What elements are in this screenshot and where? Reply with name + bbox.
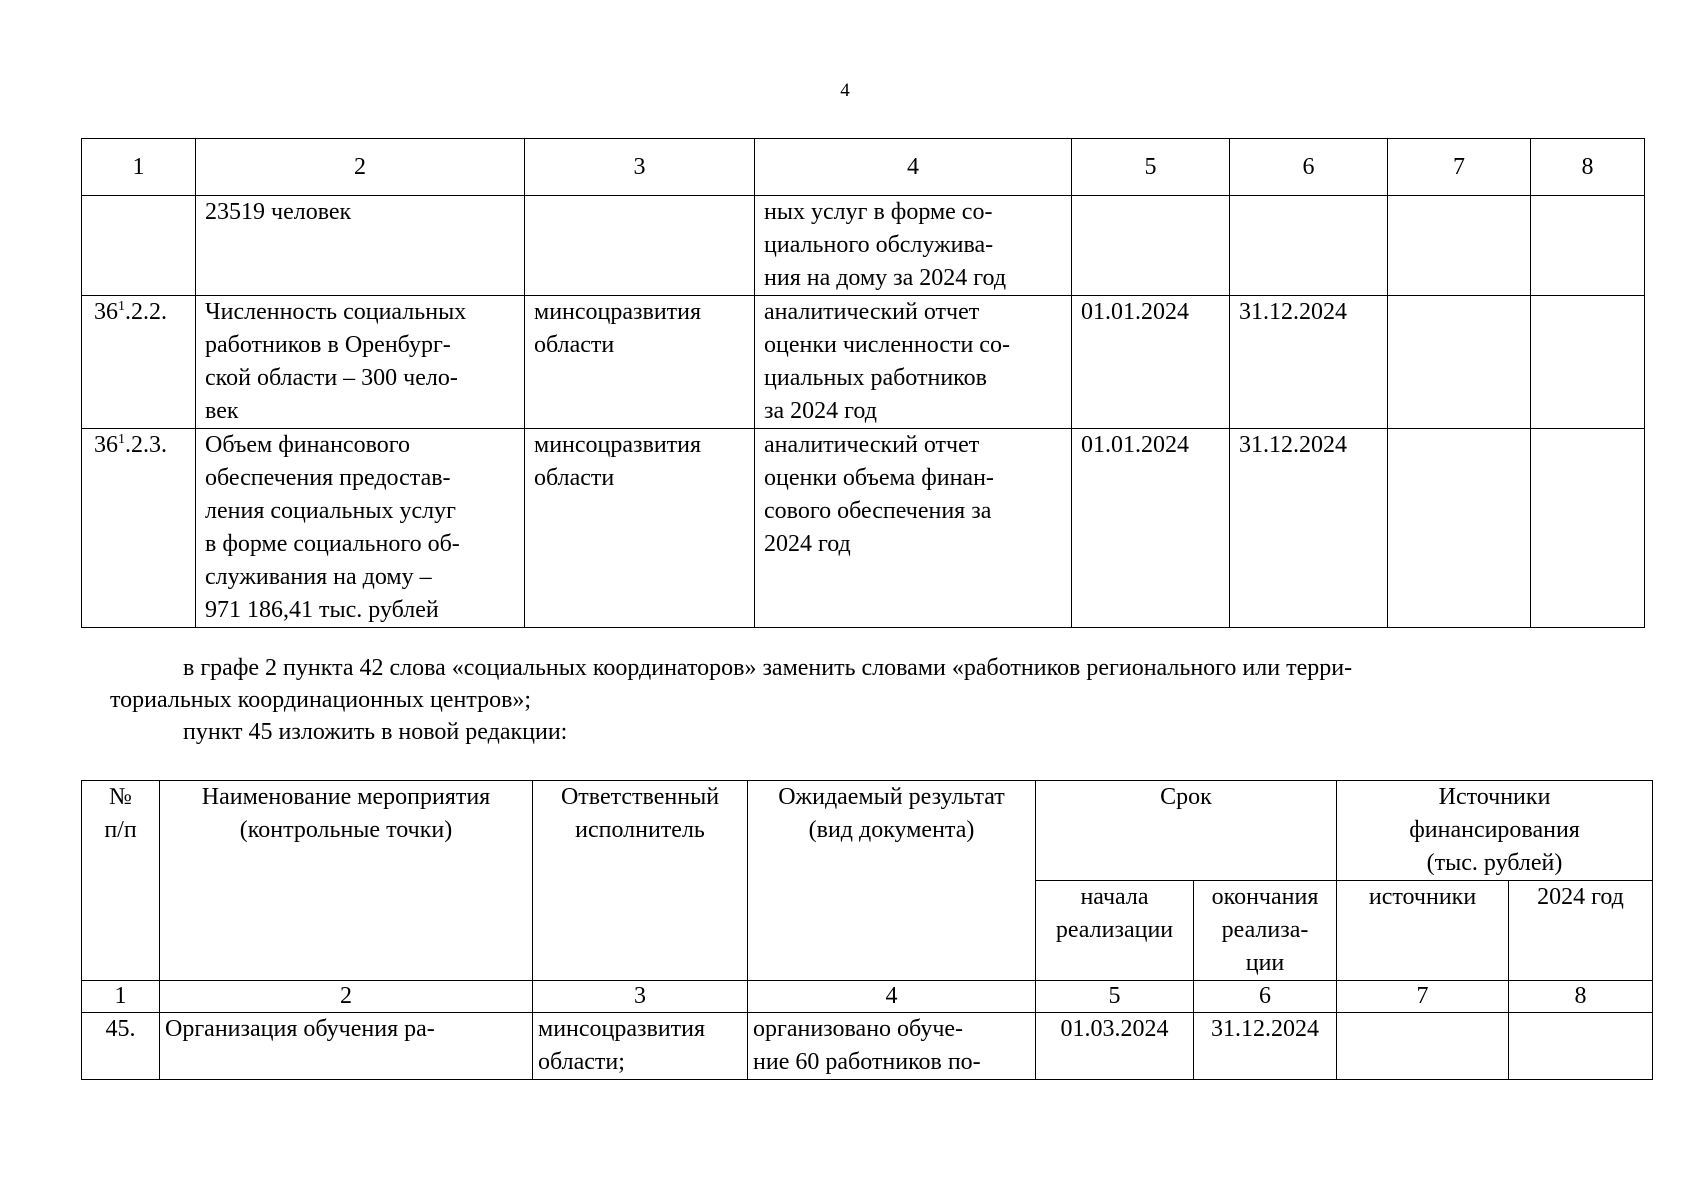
- item-col8: [1531, 429, 1645, 628]
- item-result: организовано обуче- ние 60 работников по-: [748, 1013, 1036, 1080]
- paragraph-line: пункт 45 изложить в новой редакции:: [183, 719, 568, 745]
- col-number: 5: [1036, 981, 1194, 1013]
- header-sources: источники: [1337, 881, 1509, 981]
- col-number: 6: [1230, 139, 1388, 196]
- item-number-superscript: 1: [118, 299, 125, 314]
- item-start-date: 01.01.2024: [1072, 296, 1230, 429]
- item-col7: [1388, 296, 1531, 429]
- table-row: [82, 296, 1645, 429]
- item-number: 45.: [82, 1013, 160, 1080]
- item-result: ных услуг в форме со- циального обслужива- ния на дому за 2024 год: [755, 196, 1072, 296]
- item-end-date: [1230, 196, 1388, 296]
- item-number-main: 36: [94, 299, 118, 325]
- item-end-date: 31.12.2024: [1230, 429, 1388, 628]
- page-number: 4: [840, 80, 850, 101]
- item-executor: минсоцразвития области: [525, 296, 755, 429]
- item-end-date: 31.12.2024: [1230, 296, 1388, 429]
- plan-table-continuation: [81, 138, 1645, 628]
- table-row: [82, 1013, 1653, 1080]
- item-number-superscript: 1: [118, 432, 125, 447]
- paragraph-line: ториальных координационных центров»;: [110, 687, 532, 713]
- table-header-row: [82, 781, 1653, 881]
- item-start-date: 01.03.2024: [1036, 1013, 1194, 1080]
- col-number: 7: [1388, 139, 1531, 196]
- item-col8: [1531, 196, 1645, 296]
- col-number: 1: [82, 139, 196, 196]
- col-number: 2: [160, 981, 533, 1013]
- column-number-row: [82, 981, 1653, 1013]
- item-result: аналитический отчет оценки объема финан- сового обеспечения за 2024 год: [755, 429, 1072, 628]
- item-number-rest: .2.3.: [125, 432, 167, 458]
- item-name: Объем финансового обеспечения предостав- ления социальных услуг в форме социального об- служивания на дому – 971 186,41 тыс. рублей: [196, 429, 525, 628]
- item-number-rest: .2.2.: [125, 299, 167, 325]
- col-number: 7: [1337, 981, 1509, 1013]
- item-sources: [1337, 1013, 1509, 1080]
- col-number: 3: [525, 139, 755, 196]
- item-col8: [1531, 296, 1645, 429]
- col-number: 8: [1509, 981, 1653, 1013]
- item-col7: [1388, 196, 1531, 296]
- col-number: 2: [196, 139, 525, 196]
- amendment-paragraph: [110, 652, 1600, 748]
- header-end: окончания реализа- ции: [1194, 881, 1337, 981]
- item-executor: [525, 196, 755, 296]
- item-number: [82, 296, 196, 429]
- item-col7: [1388, 429, 1531, 628]
- point-45-table: [81, 780, 1653, 1080]
- col-number: 4: [748, 981, 1036, 1013]
- header-year: 2024 год: [1509, 881, 1653, 981]
- col-number: 8: [1531, 139, 1645, 196]
- item-name: Численность социальных работников в Оренбург- ской области – 300 чело- век: [196, 296, 525, 429]
- item-end-date: 31.12.2024: [1194, 1013, 1337, 1080]
- header-funding-sources: Источники финансирования (тыс. рублей): [1337, 781, 1653, 881]
- table-row: [82, 429, 1645, 628]
- col-number: 4: [755, 139, 1072, 196]
- col-number: 5: [1072, 139, 1230, 196]
- item-year: [1509, 1013, 1653, 1080]
- item-number: [82, 196, 196, 296]
- header-executor: Ответственный исполнитель: [533, 781, 748, 981]
- header-start: начала реализации: [1036, 881, 1194, 981]
- item-number-main: 36: [94, 432, 118, 458]
- header-activity-name: Наименование мероприятия (контрольные точки): [160, 781, 533, 981]
- item-start-date: [1072, 196, 1230, 296]
- item-name: 23519 человек: [196, 196, 525, 296]
- item-start-date: 01.01.2024: [1072, 429, 1230, 628]
- col-number: 3: [533, 981, 748, 1013]
- item-executor: минсоцразвития области;: [533, 1013, 748, 1080]
- header-term: Срок: [1036, 781, 1337, 881]
- paragraph-line: в графе 2 пункта 42 слова «социальных координаторов» заменить словами «работников регионального или терри-: [183, 655, 1353, 681]
- table-row: [82, 196, 1645, 296]
- col-number: 1: [82, 981, 160, 1013]
- item-name: Организация обучения ра-: [160, 1013, 533, 1080]
- col-number: 6: [1194, 981, 1337, 1013]
- column-number-row: [82, 139, 1645, 196]
- item-executor: минсоцразвития области: [525, 429, 755, 628]
- header-number: № п/п: [82, 781, 160, 981]
- item-number: [82, 429, 196, 628]
- item-result: аналитический отчет оценки численности со- циальных работников за 2024 год: [755, 296, 1072, 429]
- header-expected-result: Ожидаемый результат (вид документа): [748, 781, 1036, 981]
